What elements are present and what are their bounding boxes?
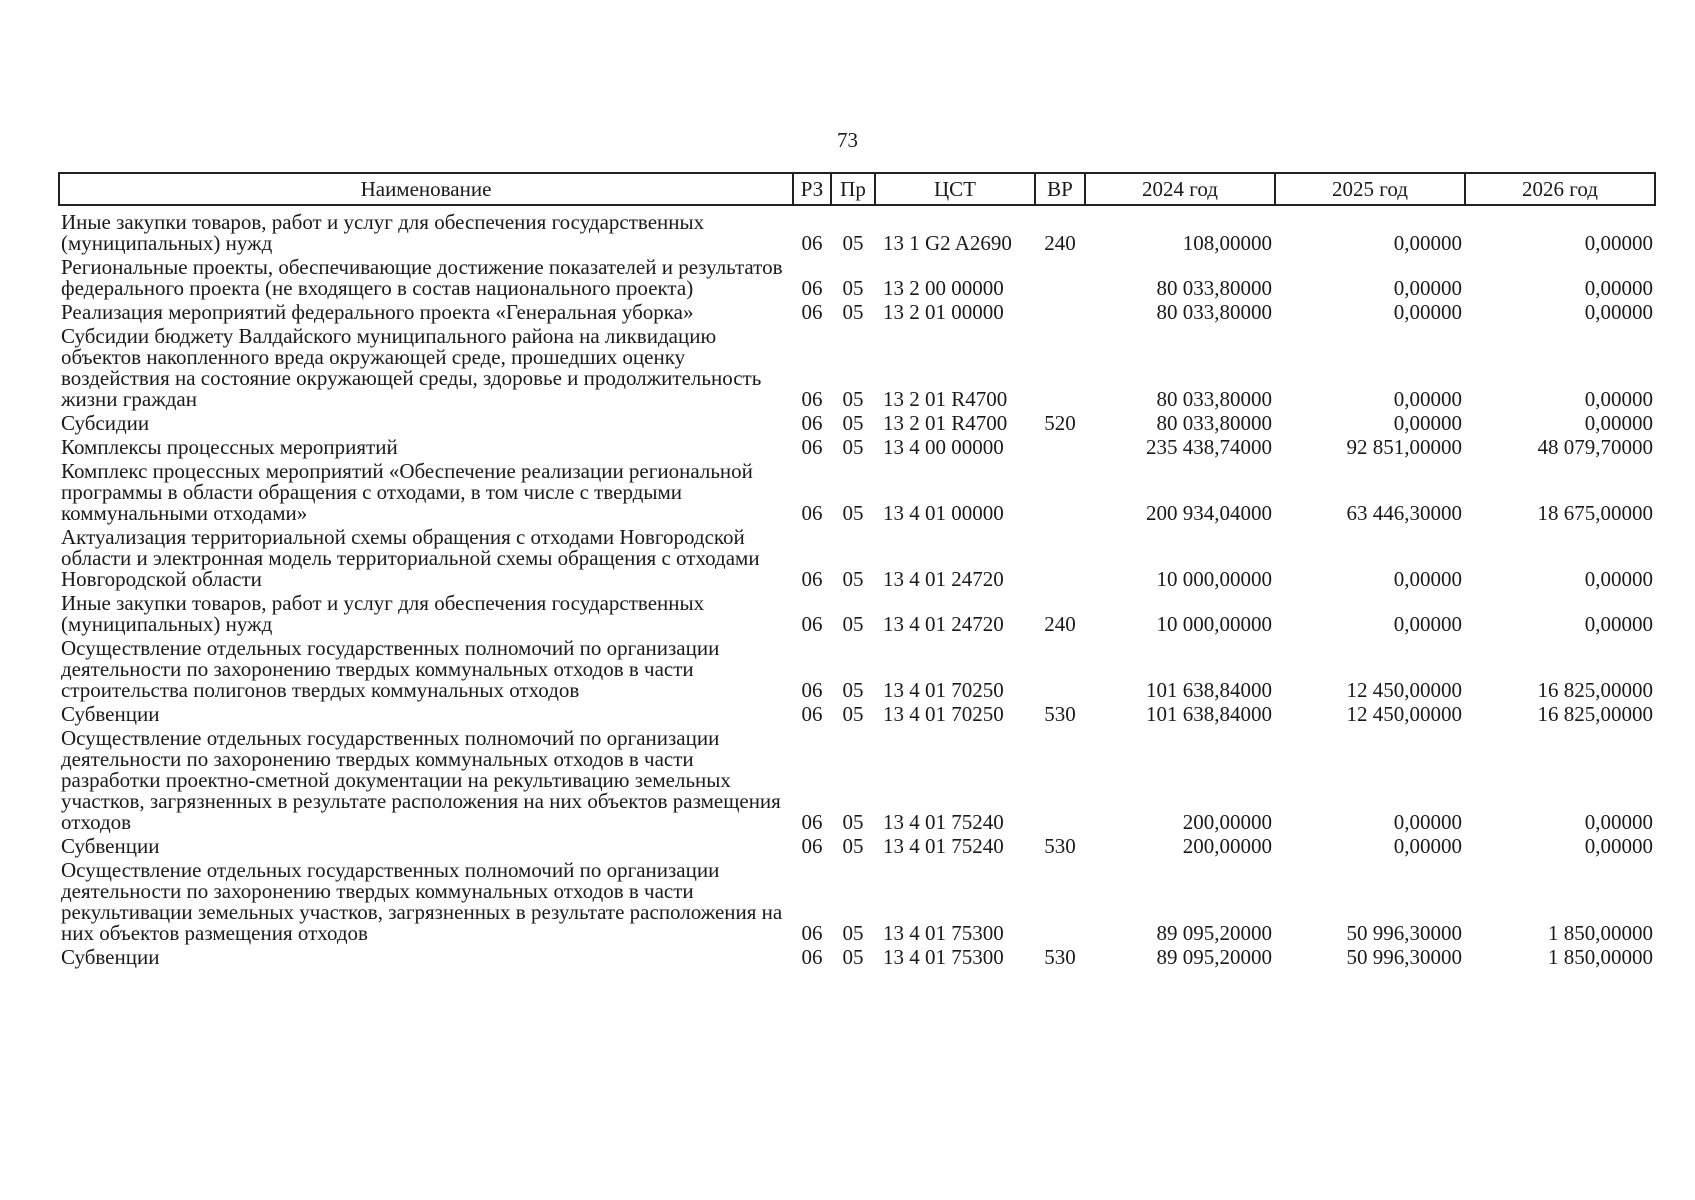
cell-2025: 63 446,30000 (1346, 501, 1462, 525)
cell-name: Осуществление отдельных государственных полномочий по организации деятельности по захоронению твердых коммунальных отходов в части рекультивации земельных участков, загрязненных в результате расположения на них объектов размещения отходов (61, 858, 783, 945)
cell-2024: 89 095,20000 (1156, 921, 1272, 945)
cell-2024: 89 095,20000 (1156, 945, 1272, 969)
cell-pr: 05 (842, 231, 864, 255)
cell-rz: 06 (801, 567, 823, 591)
cell-rz: 06 (801, 810, 823, 834)
cell-cst: 13 2 01 R4700 (883, 411, 1008, 435)
cell-2026: 18 675,00000 (1537, 501, 1653, 525)
cell-cst: 13 2 01 R4700 (883, 387, 1008, 411)
cell-pr: 05 (842, 276, 864, 300)
cell-2024: 108,00000 (1182, 231, 1272, 255)
cell-pr: 05 (842, 921, 864, 945)
table-row (59, 299, 1655, 323)
cell-2025: 0,00000 (1393, 612, 1462, 636)
header-name: Наименование (59, 173, 793, 205)
cell-pr: 05 (842, 612, 864, 636)
cell-2025: 12 450,00000 (1346, 702, 1462, 726)
header-2026: 2026 год (1465, 173, 1655, 205)
cell-name: Осуществление отдельных государственных полномочий по организации деятельности по захоронению твердых коммунальных отходов в части строительства полигонов твердых коммунальных отходов (61, 636, 720, 702)
cell-2024: 101 638,84000 (1146, 702, 1272, 726)
cell-name: Реализация мероприятий федерального проекта «Генеральная уборка» (61, 300, 694, 324)
cell-2025: 50 996,30000 (1346, 945, 1462, 969)
cell-cst: 13 4 01 75300 (883, 945, 1004, 969)
cell-2026: 0,00000 (1584, 411, 1653, 435)
cell-2024: 80 033,80000 (1156, 300, 1272, 324)
table-row (59, 205, 1655, 254)
header-vr: ВР (1035, 173, 1085, 205)
cell-pr: 05 (842, 945, 864, 969)
cell-name: Субвенции (61, 945, 160, 969)
cell-vr (1035, 299, 1085, 323)
table-row (59, 323, 1655, 410)
cell-rz: 06 (801, 276, 823, 300)
cell-2025: 12 450,00000 (1346, 678, 1462, 702)
cell-name: Региональные проекты, обеспечивающие достижение показателей и результатов федерального проекта (не входящего в состав национального проекта) (61, 255, 783, 300)
table-row (59, 725, 1655, 833)
cell-rz: 06 (801, 231, 823, 255)
cell-cst: 13 4 01 00000 (883, 501, 1004, 525)
cell-vr (1035, 323, 1085, 410)
cell-pr: 05 (842, 567, 864, 591)
table-row (59, 944, 1655, 968)
cell-2025: 0,00000 (1393, 276, 1462, 300)
cell-2025: 0,00000 (1393, 567, 1462, 591)
cell-vr (1035, 635, 1085, 701)
cell-rz: 06 (801, 435, 823, 459)
cell-rz: 06 (801, 702, 823, 726)
cell-2026: 16 825,00000 (1537, 702, 1653, 726)
cell-pr: 05 (842, 387, 864, 411)
table-row (59, 590, 1655, 635)
cell-pr: 05 (842, 435, 864, 459)
cell-vr (1035, 458, 1085, 524)
cell-rz: 06 (801, 612, 823, 636)
cell-2026: 0,00000 (1584, 810, 1653, 834)
cell-cst: 13 2 01 00000 (883, 300, 1004, 324)
cell-rz: 06 (801, 921, 823, 945)
table-row (59, 701, 1655, 725)
header-2025: 2025 год (1275, 173, 1465, 205)
table-header (59, 173, 1655, 205)
cell-2026: 16 825,00000 (1537, 678, 1653, 702)
cell-2024: 10 000,00000 (1156, 612, 1272, 636)
cell-rz: 06 (801, 501, 823, 525)
cell-name: Актуализация территориальной схемы обращения с отходами Новгородской области и электронная модель территориальной схемы обращения с отходами Новгородской области (61, 525, 760, 591)
cell-rz: 06 (801, 300, 823, 324)
cell-pr: 05 (842, 702, 864, 726)
cell-2026: 1 850,00000 (1548, 945, 1653, 969)
cell-name: Субвенции (61, 702, 160, 726)
header-pr: Пр (831, 173, 875, 205)
cell-2025: 0,00000 (1393, 231, 1462, 255)
cell-2026: 0,00000 (1584, 231, 1653, 255)
cell-2026: 48 079,70000 (1537, 435, 1653, 459)
table-row (59, 254, 1655, 299)
cell-2024: 80 033,80000 (1156, 276, 1272, 300)
cell-2025: 0,00000 (1393, 834, 1462, 858)
table-row (59, 524, 1655, 590)
cell-2024: 235 438,74000 (1146, 435, 1272, 459)
cell-2025: 0,00000 (1393, 411, 1462, 435)
header-2024: 2024 год (1085, 173, 1275, 205)
cell-pr: 05 (842, 810, 864, 834)
cell-name: Комплексы процессных мероприятий (61, 435, 398, 459)
cell-vr: 240 (1044, 612, 1076, 636)
header-row (59, 173, 1655, 205)
cell-2024: 200 934,04000 (1146, 501, 1272, 525)
cell-name: Осуществление отдельных государственных полномочий по организации деятельности по захоронению твердых коммунальных отходов в части разработки проектно-сметной документации на рекультивацию земельных участков, загрязненных в результате расположения на них объектов размещения отходов (61, 726, 781, 834)
cell-vr (1035, 254, 1085, 299)
cell-rz: 06 (801, 945, 823, 969)
cell-2024: 200,00000 (1182, 834, 1272, 858)
cell-2026: 0,00000 (1584, 612, 1653, 636)
cell-cst: 13 4 01 70250 (883, 678, 1004, 702)
cell-rz: 06 (801, 678, 823, 702)
table-row (59, 635, 1655, 701)
cell-rz: 06 (801, 834, 823, 858)
table-row (59, 410, 1655, 434)
cell-2026: 0,00000 (1584, 834, 1653, 858)
page-number: 73 (837, 128, 858, 152)
table-row (59, 434, 1655, 458)
cell-2026: 0,00000 (1584, 387, 1653, 411)
cell-vr (1035, 725, 1085, 833)
cell-cst: 13 4 01 70250 (883, 702, 1004, 726)
cell-2025: 0,00000 (1393, 387, 1462, 411)
cell-cst: 13 2 00 00000 (883, 276, 1004, 300)
budget-table (58, 172, 1656, 968)
cell-cst: 13 4 01 24720 (883, 612, 1004, 636)
cell-vr: 240 (1044, 231, 1076, 255)
cell-cst: 13 4 01 75240 (883, 834, 1004, 858)
cell-name: Субсидии бюджету Валдайского муниципального района на ликвидацию объектов накопленного вреда окружающей среде, прошедших оценку воздействия на состояние окружающей среды, здоровье и продолжительность жизни граждан (61, 324, 762, 411)
cell-pr: 05 (842, 501, 864, 525)
cell-2026: 0,00000 (1584, 567, 1653, 591)
cell-name: Субвенции (61, 834, 160, 858)
cell-2025: 0,00000 (1393, 810, 1462, 834)
header-cst: ЦСТ (875, 173, 1035, 205)
cell-2025: 0,00000 (1393, 300, 1462, 324)
cell-vr: 530 (1044, 834, 1076, 858)
table-row (59, 857, 1655, 944)
cell-pr: 05 (842, 834, 864, 858)
table-body (59, 205, 1655, 968)
cell-2025: 50 996,30000 (1346, 921, 1462, 945)
cell-cst: 13 4 01 24720 (883, 567, 1004, 591)
header-rz: РЗ (793, 173, 831, 205)
cell-2024: 101 638,84000 (1146, 678, 1272, 702)
cell-cst: 13 4 00 00000 (883, 435, 1004, 459)
cell-2026: 0,00000 (1584, 276, 1653, 300)
cell-pr: 05 (842, 411, 864, 435)
cell-vr: 530 (1044, 702, 1076, 726)
cell-cst: 13 1 G2 A2690 (883, 231, 1012, 255)
cell-pr: 05 (842, 300, 864, 324)
cell-cst: 13 4 01 75300 (883, 921, 1004, 945)
cell-vr (1035, 434, 1085, 458)
cell-name: Иные закупки товаров, работ и услуг для обеспечения государственных (муниципальных) нужд (61, 591, 705, 636)
cell-rz: 06 (801, 387, 823, 411)
cell-2024: 200,00000 (1182, 810, 1272, 834)
cell-vr: 530 (1044, 945, 1076, 969)
cell-cst: 13 4 01 75240 (883, 810, 1004, 834)
cell-name: Комплекс процессных мероприятий «Обеспечение реализации региональной программы в области обращения с отходами, в том числе с твердыми коммунальными отходами» (61, 459, 753, 525)
cell-2026: 0,00000 (1584, 300, 1653, 324)
cell-2025: 92 851,00000 (1346, 435, 1462, 459)
cell-2026: 1 850,00000 (1548, 921, 1653, 945)
cell-name: Иные закупки товаров, работ и услуг для обеспечения государственных (муниципальных) нужд (61, 210, 705, 255)
cell-2024: 80 033,80000 (1156, 411, 1272, 435)
cell-pr: 05 (842, 678, 864, 702)
cell-vr (1035, 524, 1085, 590)
cell-vr (1035, 857, 1085, 944)
cell-name: Субсидии (61, 411, 150, 435)
cell-2024: 10 000,00000 (1156, 567, 1272, 591)
cell-2024: 80 033,80000 (1156, 387, 1272, 411)
table-row (59, 833, 1655, 857)
cell-vr: 520 (1044, 411, 1076, 435)
table-row (59, 458, 1655, 524)
cell-rz: 06 (801, 411, 823, 435)
